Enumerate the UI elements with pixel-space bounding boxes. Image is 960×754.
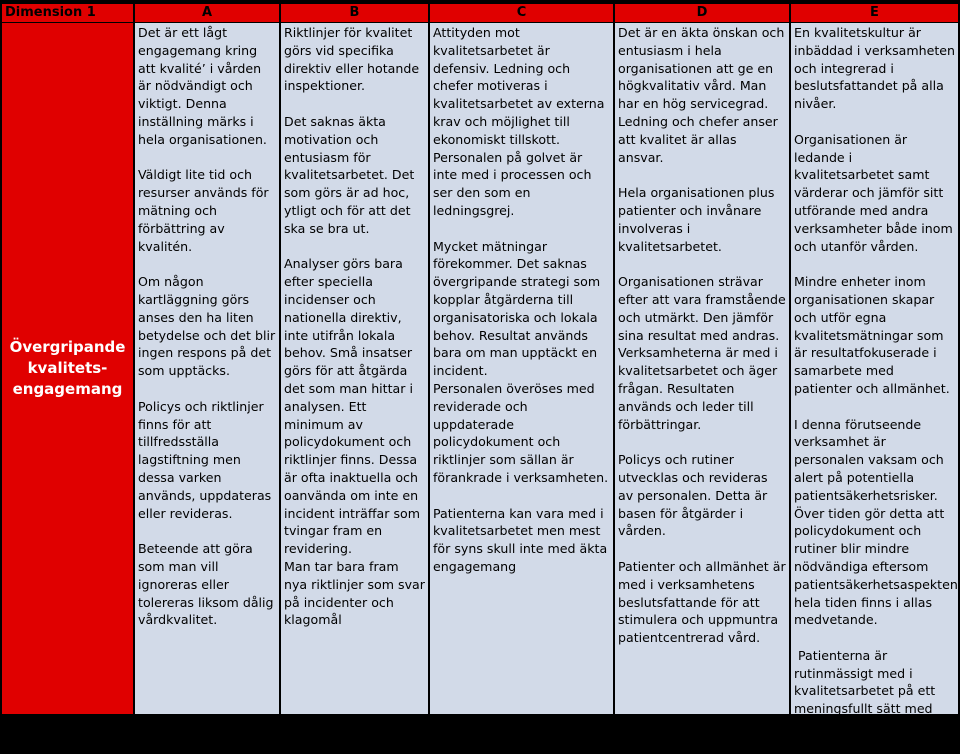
cell-d-paragraph-6: Patienter och allmänhet är med i verksamhetens beslutsfattande för att stimulera och uppmuntra patientcentrerad vård. xyxy=(618,558,786,646)
cell-c-paragraph-2: Mycket mätningar förekommer. Det saknas övergripande strategi som kopplar åtgärderna till organisatoriska och lokala behov. Resultat används bara om man upptäckt en incident. xyxy=(433,238,601,379)
cell-e-paragraph-5: Patienterna är rutinmässigt med i kvalitetsarbetet på ett meningsfullt sätt med ständigt pågående bidrag och feedback. xyxy=(794,647,940,752)
cell-e-paragraph-2: Organisationen är ledande i kvalitetsarbetet samt värderar och jämför sitt utförande med andra verksamheter både inom och utanför vården. xyxy=(794,131,953,254)
cell-a-paragraph-1: Det är ett lågt engagemang kring att kvalité’ i vården är nödvändigt och viktigt. Denna inställning märks i hela organisationen. xyxy=(138,25,267,147)
cell-d-paragraph-4: Verksamheterna är med i kvalitetsarbetet och äger frågan. Resultaten används och leder till förbättringar. xyxy=(618,345,778,432)
row-label-line-3: engagemang xyxy=(12,380,123,398)
row-label-line-1: Övergripande xyxy=(9,338,126,356)
cell-d-paragraph-1: Det är en äkta önskan och entusiasm i hela organisationen att ge en högkvalitativ vård. Man har en hög servicegrad. Ledning och chefer anser att kvalitet är allas ansvar. xyxy=(618,25,785,165)
cell-col-a xyxy=(135,23,279,714)
cell-a-paragraph-4: Policys och riktlinjer finns för att tillfredsställa lagstiftning men dessa varken används, uppdateras eller revideras. xyxy=(138,398,272,521)
header-col-d: D xyxy=(615,4,789,22)
cell-c-paragraph-4: Patienterna kan vara med i kvalitetsarbetet men mest för syns skull inte med äkta engagemang xyxy=(433,505,608,574)
cell-b-paragraph-3: Analyser görs bara efter speciella incidenser och nationella direktiv, inte utifrån lokala behov. Små insatser görs för att åtgärda det som man hittar i analysen. Ett minimum av policydokument och riktlinjer finns. Dessa är ofta inaktuella och oanvända om inte en incident inträffar som tvingar fram en revidering. xyxy=(284,256,420,557)
cell-col-c xyxy=(430,23,613,714)
row-label-line-2: kvalitets- xyxy=(27,359,108,377)
header-col-a: A xyxy=(135,4,279,22)
cell-e-paragraph-3: Mindre enheter inom organisationen skapar och utför egna kvalitetsmätningar som är resultatfokuserade i samarbete med patienter och allmänhet. xyxy=(794,274,950,396)
cell-col-b xyxy=(281,23,428,714)
header-col-b: B xyxy=(281,4,428,22)
header-dimension: Dimension 1 xyxy=(2,4,133,22)
cell-d-paragraph-5: Policys och rutiner utvecklas och revideras av personalen. Detta är basen för åtgärder i vården. xyxy=(618,452,768,539)
cell-a-paragraph-2: Väldigt lite tid och resurser används för mätning och förbättring av kvalitén. xyxy=(138,167,269,254)
cell-c-paragraph-3: Personalen överöses med reviderade och uppdaterade policydokument och riktlinjer som sällan är förankrade i verksamheten. xyxy=(433,380,609,485)
cell-d-paragraph-2: Hela organisationen plus patienter och invånare involveras i kvalitetsarbetet. xyxy=(618,185,775,254)
cell-e-paragraph-1: En kvalitetskultur är inbäddad i verksamheten och integrerad i beslutsfattandet på alla nivåer. xyxy=(794,25,956,112)
cell-d-paragraph-3: Organisationen strävar efter att vara framstående och utmärkt. Den jämför sina resultat med andras. xyxy=(618,274,786,343)
header-col-c: C xyxy=(430,4,613,22)
cell-col-d xyxy=(615,23,789,714)
row-label xyxy=(10,337,126,400)
cell-e-paragraph-4: I denna förutseende verksamhet är personalen vaksam och alert på potentiella patientsäkerhetsrisker. Över tiden gör detta att policydokument och rutiner blir mindre nödvändiga eftersom patientsäkerhetsaspekten hela tiden finns i allas medvetande. xyxy=(794,416,958,628)
cell-a-paragraph-3: Om någon kartläggning görs anses den ha liten betydelse och det blir ingen respons på det som upptäcks. xyxy=(138,274,276,379)
cell-b-paragraph-2: Det saknas äkta motivation och entusiasm för kvalitetsarbetet. Det som görs är ad hoc, ytligt och för att det ska se bra ut. xyxy=(284,113,415,236)
header-col-e: E xyxy=(791,4,958,22)
cell-b-paragraph-1: Riktlinjer för kvalitet görs vid specifika direktiv eller hotande inspektioner. xyxy=(284,25,420,94)
cell-col-e xyxy=(791,23,958,752)
cell-a-paragraph-5: Beteende att göra som man vill ignoreras eller tolereras liksom dålig vårdkvalitet. xyxy=(138,541,274,628)
cell-c-paragraph-1: Attityden mot kvalitetsarbetet är defensiv. Ledning och chefer motiveras i kvalitetsarbetet av externa krav och möjlighet till ekonomiskt tillskott. Personalen på golvet är inte med i processen och ser den som en ledningsgrej. xyxy=(433,25,605,218)
row-label-cell xyxy=(2,23,133,714)
cell-b-paragraph-4: Man tar bara fram nya riktlinjer som svar på incidenter och klagomål xyxy=(284,558,425,628)
